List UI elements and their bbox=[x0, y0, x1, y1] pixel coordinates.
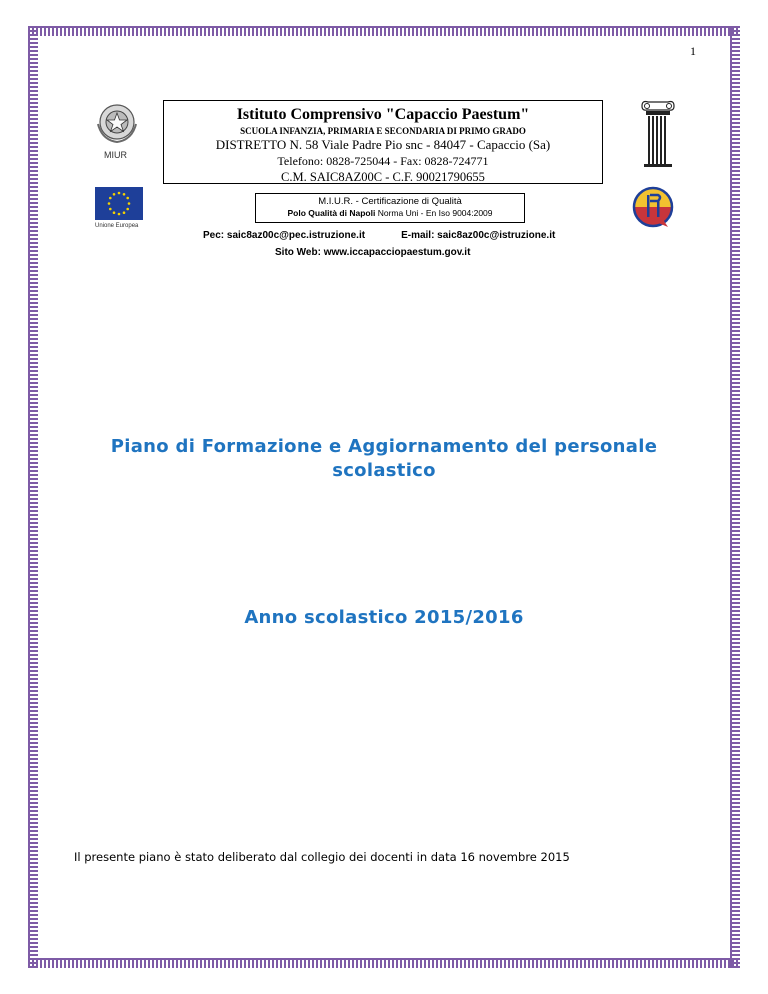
school-phone: Telefono: 0828-725044 - Fax: 0828-724771 bbox=[277, 154, 489, 168]
contact-line bbox=[203, 230, 555, 241]
email-address: E-mail: saic8az00c@istruzione.it bbox=[401, 230, 556, 241]
italian-republic-emblem-icon bbox=[92, 100, 142, 146]
page-number: 1 bbox=[690, 44, 696, 58]
approval-note: Il presente piano è stato deliberato dal collegio dei docenti in data 16 novembre 2015 bbox=[74, 850, 570, 864]
certification-polo: Polo Qualità di Napoli bbox=[287, 208, 376, 218]
school-codes: C.M. SAIC8AZ00C - C.F. 90021790655 bbox=[281, 170, 485, 184]
school-year: Anno scolastico 2015/2016 bbox=[244, 607, 524, 628]
decorative-border-left bbox=[28, 26, 38, 968]
pec-address: saic8az00c@pec.istruzione.it bbox=[226, 230, 366, 241]
decorative-border-right bbox=[730, 26, 740, 968]
eu-flag-icon bbox=[95, 187, 143, 220]
eu-label: Unione Europea bbox=[95, 223, 139, 229]
school-type: SCUOLA INFANZIA, PRIMARIA E SECONDARIA DI PRIMO GRADO bbox=[240, 126, 526, 136]
certification-subtitle bbox=[256, 208, 524, 218]
decorative-border-bottom bbox=[28, 958, 740, 968]
quality-seal-icon bbox=[630, 185, 676, 231]
decorative-border-top bbox=[28, 26, 740, 36]
school-name: Istituto Comprensivo "Capaccio Paestum" bbox=[236, 106, 530, 123]
website: Sito Web: www.iccapacciopaestum.gov.it bbox=[275, 247, 471, 258]
school-district: DISTRETTO N. 58 Viale Padre Pio snc - 84047 - Capaccio (Sa) bbox=[215, 137, 551, 152]
certification-norm: Norma Uni - En Iso 9004:2009 bbox=[377, 208, 493, 218]
ionic-column-icon bbox=[640, 100, 676, 168]
certification-title: M.I.U.R. - Certificazione di Qualità bbox=[318, 196, 462, 207]
certification-box bbox=[255, 193, 525, 223]
document-title: Piano di Formazione e Aggiornamento del personale scolastico bbox=[110, 436, 658, 481]
school-header-box bbox=[163, 100, 603, 184]
pec-label: Pec: bbox=[203, 230, 225, 241]
miur-label: MIUR bbox=[104, 150, 127, 160]
